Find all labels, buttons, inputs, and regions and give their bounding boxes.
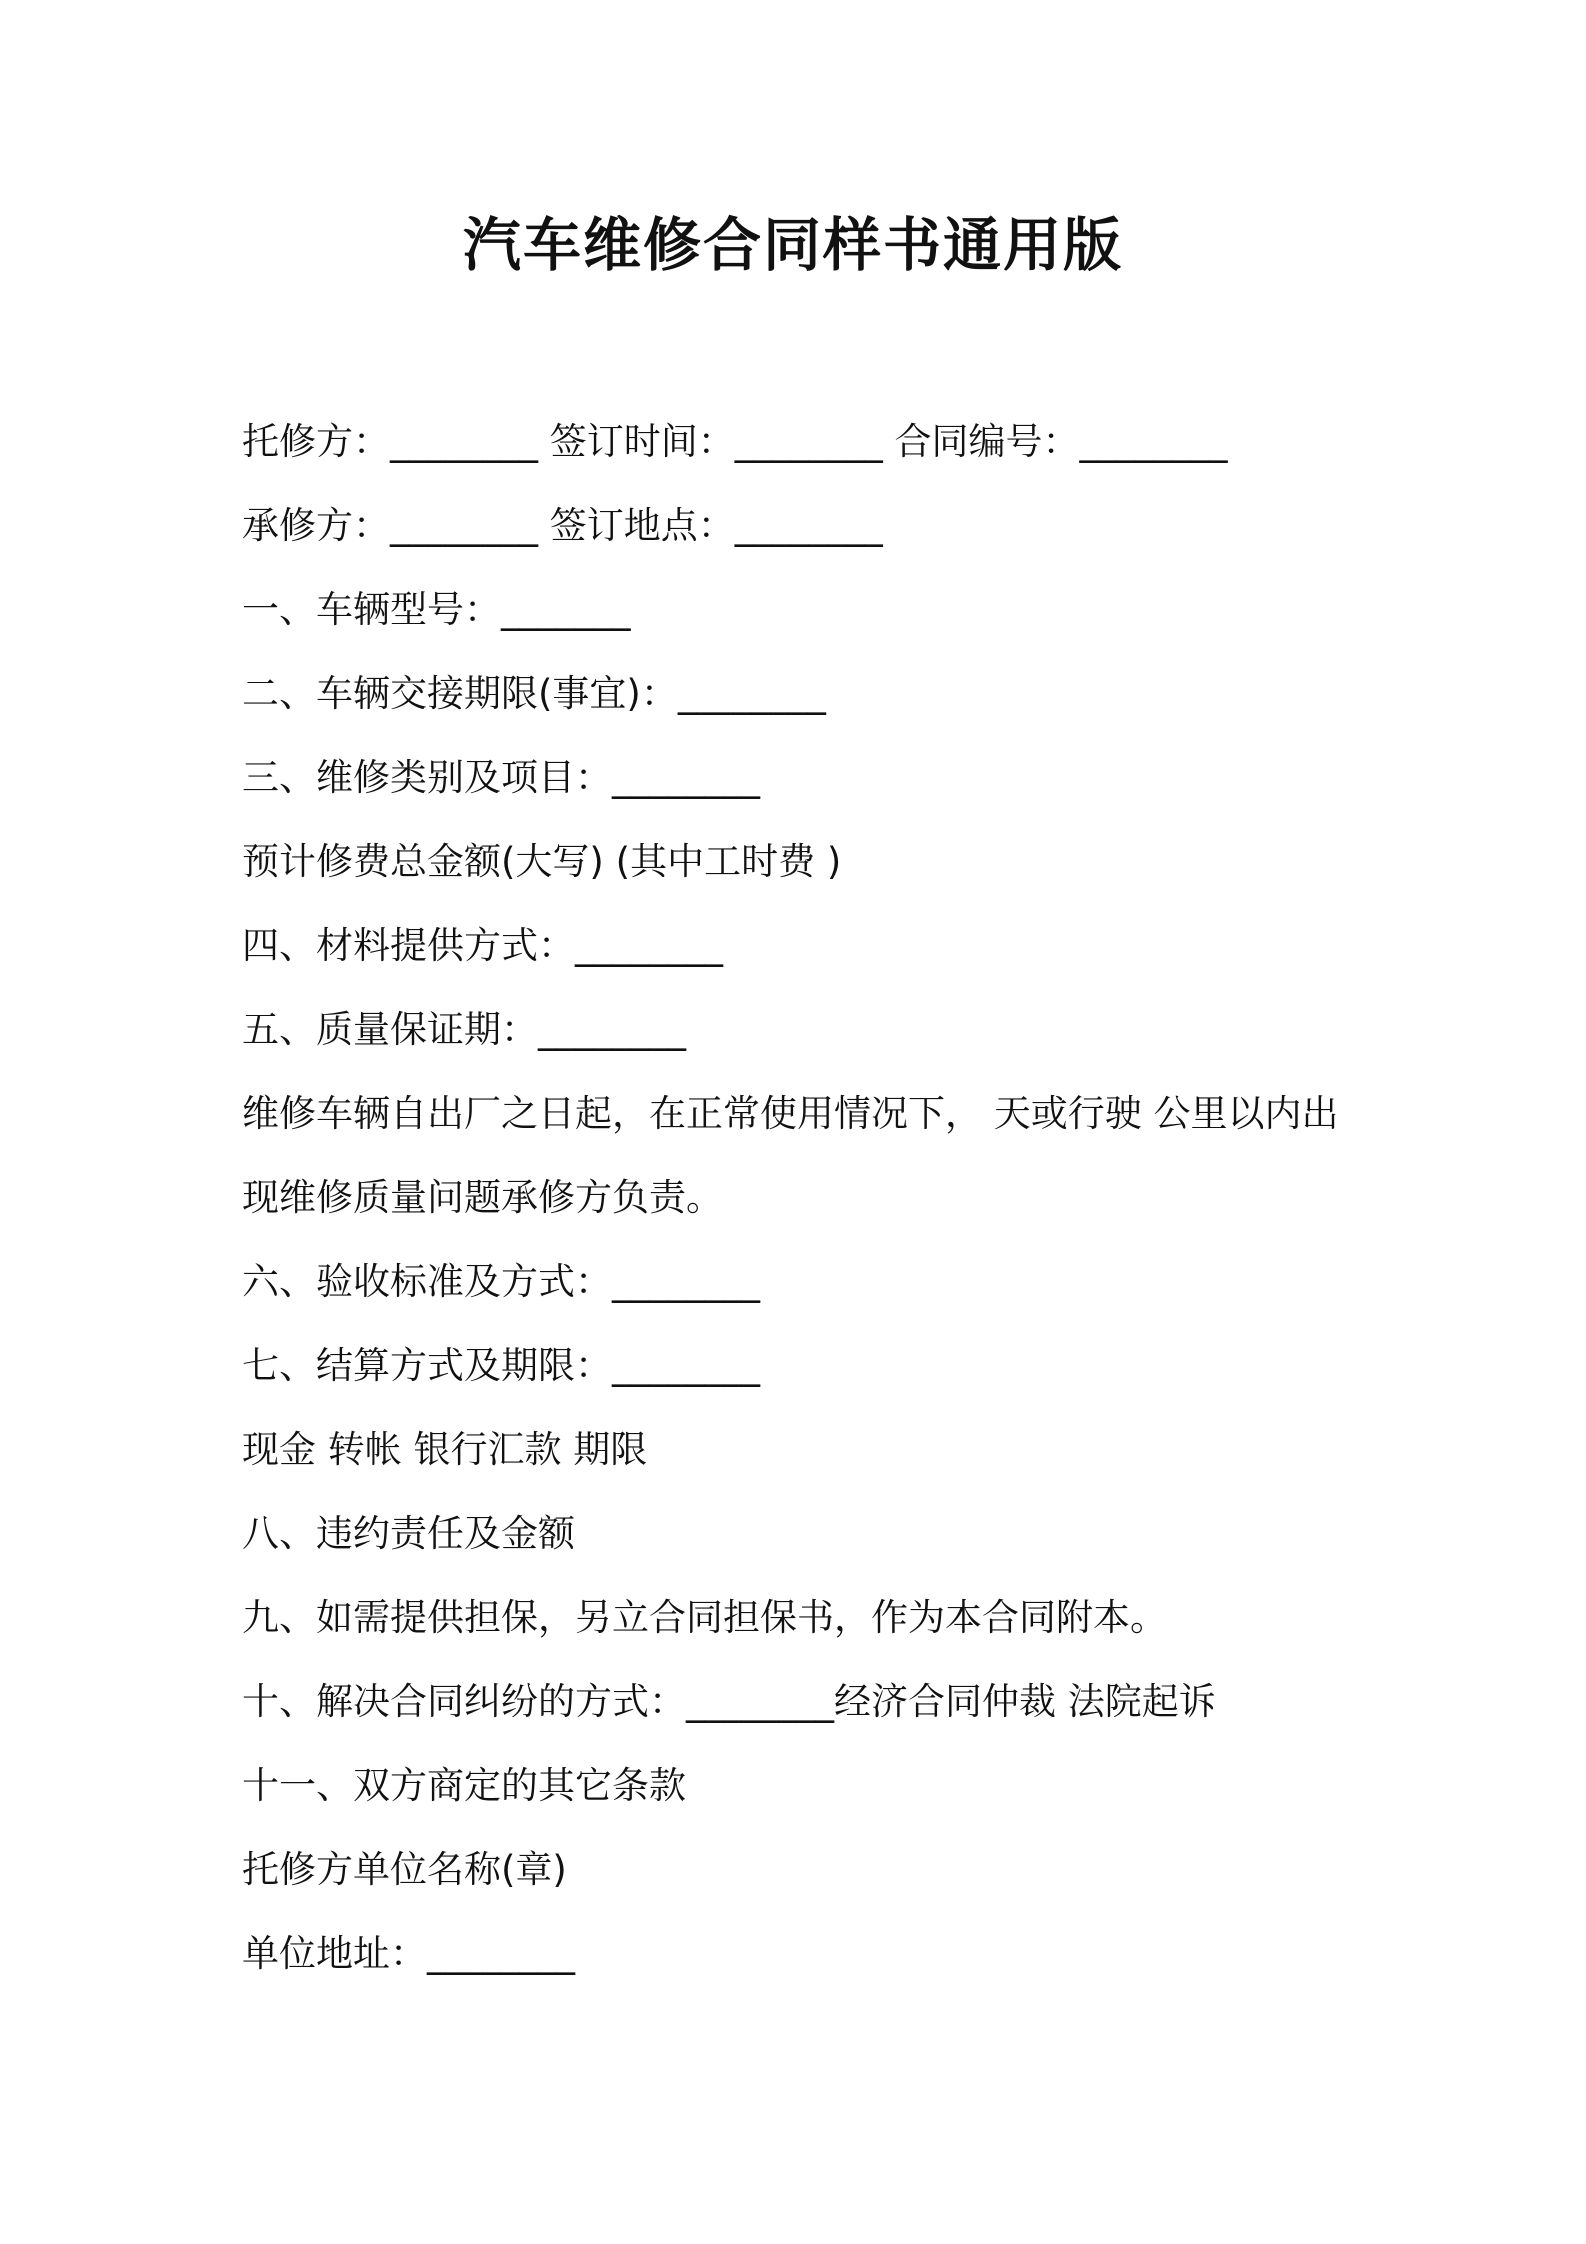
line-breach-liability: 八、违约责任及金额 xyxy=(242,1512,575,1555)
line-warranty-period: 五、质量保证期：________ xyxy=(242,1008,686,1051)
line-vehicle-model: 一、车辆型号：_______ xyxy=(242,588,631,631)
line-guarantee: 九、如需提供担保，另立合同担保书，作为本合同附本。 xyxy=(242,1596,1167,1639)
line-material-supply: 四、材料提供方式：________ xyxy=(242,924,723,967)
document-title: 汽车维修合同样书通用版 xyxy=(462,211,1123,279)
line-client-signing-contract-no: 托修方：________ 签订时间：________ 合同编号：________ xyxy=(242,420,1228,463)
line-payment-options: 现金 转帐 银行汇款 期限 xyxy=(242,1428,648,1471)
line-other-terms: 十一、双方商定的其它条款 xyxy=(242,1764,686,1807)
document-body xyxy=(242,400,1392,1996)
line-settlement-method: 七、结算方式及期限：________ xyxy=(242,1344,760,1387)
line-unit-address: 单位地址：________ xyxy=(242,1932,575,1975)
line-dispute-resolution: 十、解决合同纠纷的方式：________经济合同仲裁 法院起诉 xyxy=(242,1680,1216,1723)
line-repair-category: 三、维修类别及项目：________ xyxy=(242,756,760,799)
line-warranty-text-2: 现维修质量问题承修方负责。 xyxy=(242,1176,723,1219)
line-vehicle-handover: 二、车辆交接期限(事宜)：________ xyxy=(242,672,826,715)
line-contractor-signing-place: 承修方：________ 签订地点：________ xyxy=(242,504,883,547)
line-warranty-text-1: 维修车辆自出厂之日起，在正常使用情况下， 天或行驶 公里以内出 xyxy=(242,1092,1339,1135)
line-client-unit-name: 托修方单位名称(章) xyxy=(242,1848,567,1891)
line-acceptance-standard: 六、验收标准及方式：________ xyxy=(242,1260,760,1303)
line-estimated-total: 预计修费总金额(大写) (其中工时费 ) xyxy=(242,840,842,883)
